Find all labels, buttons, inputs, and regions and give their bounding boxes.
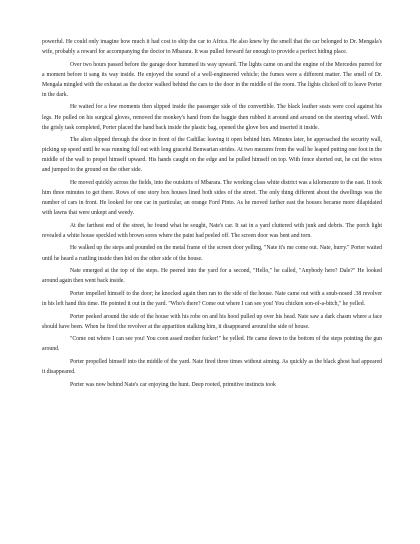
paragraph-3: He waited for a few moments then slipped inside the passenger side of the convertible. The black leather seats were cool against his legs. He pulled on his surgical gloves, removed the monkey's hand from the baggie then rubbed it around and around on the steering wheel. With the grisly task completed, Porter placed the hand back inside the plastic bag, opened the glove box and inserted it inside.: [42, 104, 382, 131]
paragraph-8: Nate emerged at the top of the steps. He peered into the yard for a second, "Hello," he called, "Anybody here? Dale?" He looked around again then went back inside.: [42, 268, 382, 285]
paragraph-9: Porter impelled himself to the door; he knocked again then ran to the side of the house. Nate came out with a snub-nosed .38 revolver in his left hand this time. He pointed it out in the yard. "Who's there? Come out where I can see you! You chicken son-of-a-bitch," he yelled.: [42, 290, 382, 307]
paragraph-5: He moved quickly across the fields, into the outskirts of Mbarara. The working class white district was a kilomezure to the east. It took him three minutes to get there. Rows of one story box houses lined both sides of the street. The only thing different about the dwellings was the number of cars in front. He looked for one car in particular, an orange Ford Pinto. As he moved farther east the houses became more dilapidated with lawns that were unkept and weedy.: [42, 179, 382, 217]
paragraph-1: powerful. He could only imagine how much it had cost to ship the car to Africa. He also knew by the smell that the car belonged to Dr. Mengala's wife, probably a reward for accompanying the doctor to Mbarara. It was pulled forward far enough to provide a perfect hiding place.: [42, 39, 382, 56]
document-page: [42, 37, 382, 392]
paragraph-4: The alien slipped through the door in front of the Cadillac leaving it open behind him. Minutes later, he approached the security wall, picking up speed until he was running full out with long graceful Benwarian strides. At two mezures from the wall he leaped putting one foot in the middle of the wall to propel himself upward. His hands caught on the edge and he pulled himself on top. With fence shorted out, he cut the wires and jumped to the ground on the other side.: [42, 137, 382, 174]
paragraph-10: Porter peeked around the side of the house with his robe on and his hood pulled up over his head. Nate saw a dark chasm where a face should have been. When he fired the revolver at the apparition stalking him, it disappeared around the side of house.: [42, 313, 382, 330]
paragraph-13: Porter was now behind Nate's car enjoying the hunt. Deep rooted, primitive instincts took: [70, 381, 276, 388]
paragraph-11: "Come out where I can see you! You coon assed mother fucker!" he yelled. He came down to the bottom of the steps pointing the gun around.: [42, 336, 382, 353]
paragraph-7: He walked up the steps and pounded on the metal frame of the screen door yelling, "Nate it's me come out. Nate, hurry." Porter waited until he heard a rustling inside then hid on the other side of the house.: [42, 245, 382, 262]
paragraph-6: At the farthest end of the street, he found what he sought, Nate's car. It sat in a yard cluttered with junk and debris. The porch light revealed a white house speckled with brown sores where the paint had peeled off. The screen door was bent and torn.: [42, 222, 382, 239]
paragraph-2: Over two hours passed before the garage door hummed its way upward. The lights came on and the engine of the Mercedes purred for a moment before it sang its way inside. He enjoyed the sound of a well-engineered vehicle; the fumes were a different matter. The smell of Dr. Mengala mingled with the exhaust as the doctor walked behind the cars to the door in the middle of the room. The lights clicked off to leave Porter in the dark.: [42, 61, 382, 98]
paragraph-12: Porter propelled himself into the middle of the yard. Nate fired three times without aiming. As quickly as the black ghost had appeared it disappeared.: [42, 358, 382, 375]
